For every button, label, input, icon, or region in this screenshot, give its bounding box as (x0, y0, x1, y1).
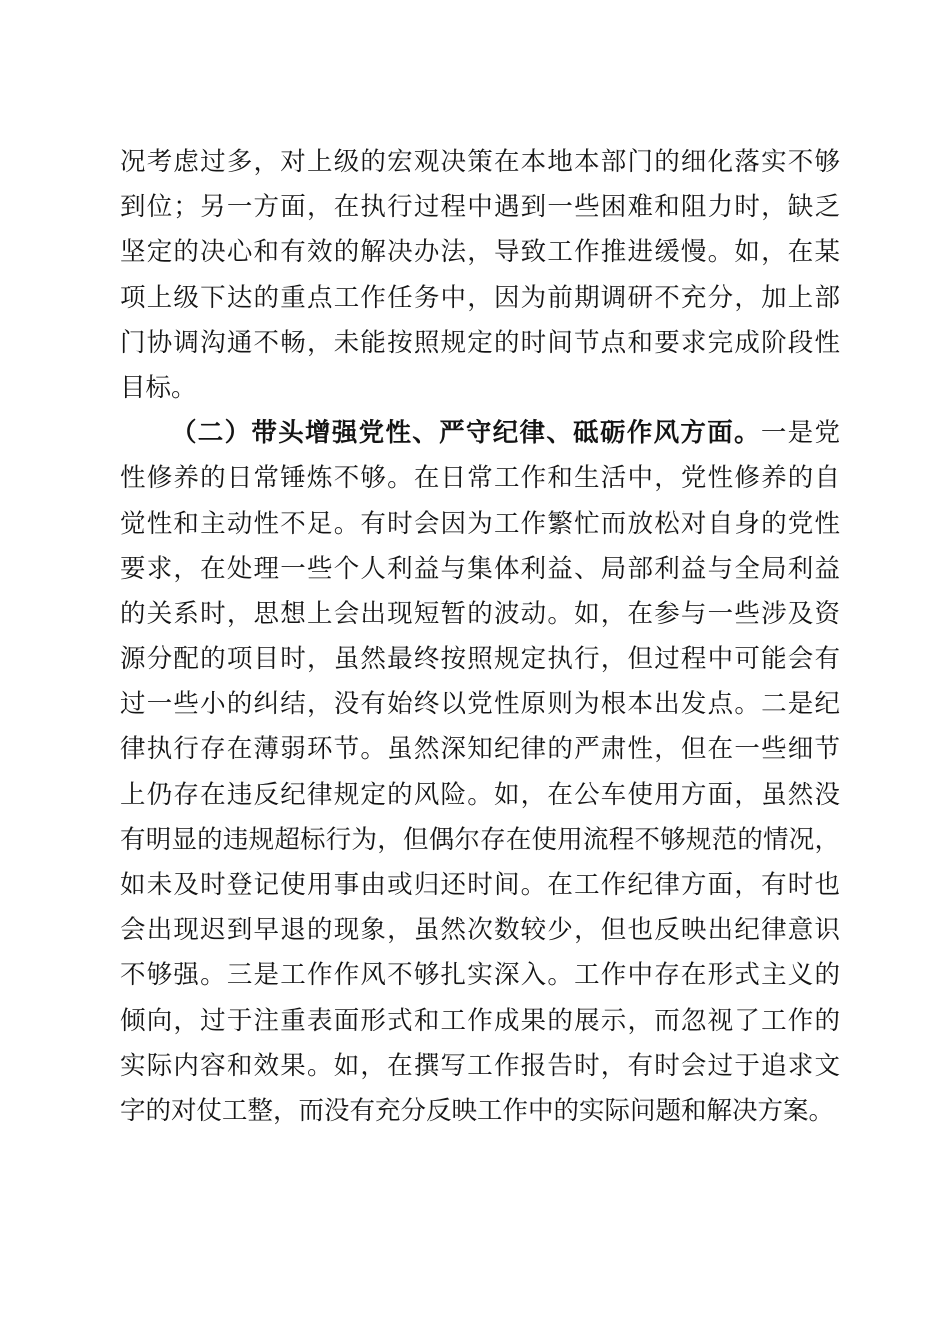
body-line: 上仍存在违反纪律规定的风险。如，在公车使用方面，虽然没 (120, 779, 840, 810)
body-line: 实际内容和效果。如，在撰写工作报告时，有时会过于追求文 (120, 1050, 840, 1081)
body-line: 门协调沟通不畅，未能按照规定的时间节点和要求完成阶段性 (120, 327, 840, 358)
section-heading-line (120, 411, 840, 456)
body-line: 会出现迟到早退的现象，虽然次数较少，但也反映出纪律意识 (120, 915, 840, 946)
section-first-line-text: 一是党 (760, 418, 840, 449)
body-line: 过一些小的纠结，没有始终以党性原则为根本出发点。二是纪 (120, 689, 840, 720)
body-line: 的关系时，思想上会出现短暂的波动。如，在参与一些涉及资 (120, 598, 840, 629)
body-line: 坚定的决心和有效的解决办法，导致工作推进缓慢。如，在某 (120, 237, 840, 268)
body-line: 字的对仗工整，而没有充分反映工作中的实际问题和解决方案。 (120, 1095, 835, 1126)
document-body (120, 140, 840, 1134)
body-line: 不够强。三是工作作风不够扎实深入。工作中存在形式主义的 (120, 960, 840, 991)
body-line: 项上级下达的重点工作任务中，因为前期调研不充分，加上部 (120, 282, 840, 313)
body-line: 觉性和主动性不足。有时会因为工作繁忙而放松对自身的党性 (120, 508, 840, 539)
body-line: 要求，在处理一些个人利益与集体利益、局部利益与全局利益 (120, 553, 840, 584)
body-line: 倾向，过于注重表面形式和工作成果的展示，而忽视了工作的 (120, 1005, 840, 1036)
body-line: 律执行存在薄弱环节。虽然深知纪律的严肃性，但在一些细节 (120, 734, 840, 765)
body-line: 况考虑过多，对上级的宏观决策在本地本部门的细化落实不够 (120, 147, 840, 177)
body-line: 如未及时登记使用事由或归还时间。在工作纪律方面，有时也 (120, 870, 840, 900)
body-line: 到位；另一方面，在执行过程中遇到一些困难和阻力时，缺乏 (120, 192, 840, 223)
section-heading: （二）带头增强党性、严守纪律、砥砺作风方面。 (171, 418, 761, 449)
body-line: 性修养的日常锤炼不够。在日常工作和生活中，党性修养的自 (120, 463, 840, 494)
body-line: 有明显的违规超标行为，但偶尔存在使用流程不够规范的情况， (120, 824, 840, 855)
body-line: 目标。 (120, 372, 197, 403)
body-line: 源分配的项目时，虽然最终按照规定执行，但过程中可能会有 (120, 644, 840, 675)
